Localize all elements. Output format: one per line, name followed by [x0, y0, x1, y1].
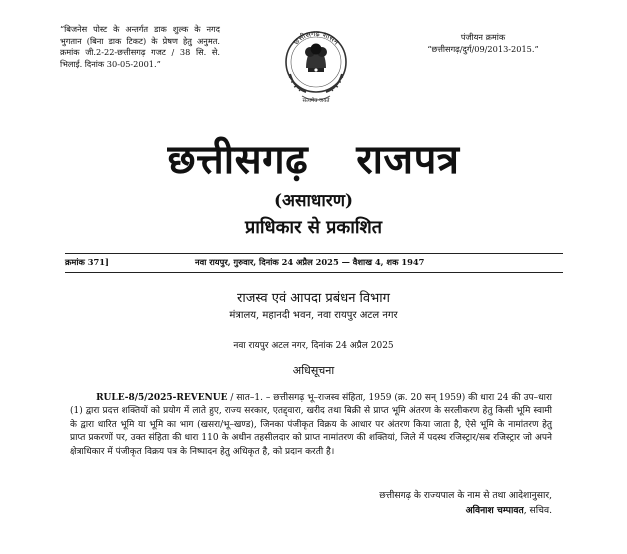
notification-body [70, 392, 552, 459]
gazette-edition: (असाधारण) [273, 191, 354, 211]
issue-number: क्रमांक 371] [65, 257, 109, 267]
gazette-title-state: छत्तीसगढ़ [167, 136, 309, 183]
signatory-line [280, 504, 552, 517]
postal-permit-note: “बिजनेस पोस्ट के अन्तर्गत डाक शुल्क के नगद भुगतान (बिना डाक टिकट) के प्रेषण हेतु अनुमत. क्रमांक जी.2-22-छत्तीसगढ़ गजट / 38 सि. से. भिलाई. दिनांक 30-05-2001.” [60, 24, 220, 69]
registration-note [408, 31, 558, 55]
signatory-name: अविनाश चम्पावत [465, 505, 524, 516]
issue-rule-bottom [65, 272, 563, 273]
registration-number: “छत्तीसगढ़/दुर्ग/09/2013-2015.” [427, 44, 539, 54]
notification-heading: अधिसूचना [292, 364, 335, 377]
notification-text: / सात–1. – छत्तीसगढ़ भू–राजस्व संहिता, 1959 (क्र. 20 सन् 1959) की धारा 24 की उप–धारा (1) द्वारा प्रदत्त शक्तियों को प्रयोग में लाते हुए, राज्य सरकार, एतद्द्वारा, खरीद तथा बिक्री से प्राप्त भूमि अंतरण के सरलीकरण हेतु किसी भूमि स्वामी के द्वारा धारित भूमि या भूमि का भाग (खसरा/भू–खण्ड), जिनका पंजीकृत विक्रय के आधार पर अंतरण किया जाता है, ऐसे भूमि के नामांतरण हेतु प्राप्त प्रकरणों पर, उक्त संहिता की धारा 110 के अधीन तहसीलदार को प्राप्त नामांतरण की शक्तियां, जिले में पदस्थ रजिस्ट्रार/सब रजिस्ट्रार जो अपने क्षेत्राधिकार में पंजीकृत विक्रय पत्र के निष्पादन हेतु अधिकृत है, को प्रदान करती है। [70, 393, 552, 457]
registration-label: पंजीयन क्रमांक [460, 32, 506, 42]
issue-date: नवा रायपुर, गुरुवार, दिनांक 24 अप्रैल 2025 — वैशाख 4, शक 1947 [195, 257, 425, 267]
notification-date: नवा रायपुर अटल नगर, दिनांक 24 अप्रैल 2025 [233, 341, 394, 351]
emblem-top-text: छत्तीसगढ़ शासन [291, 28, 341, 47]
state-emblem-icon [280, 12, 352, 116]
gazette-authority: प्राधिकार से प्रकाशित [244, 217, 383, 238]
department-address: मंत्रालय, महानदी भवन, नवा रायपुर अटल नगर [229, 310, 398, 321]
gazette-title [0, 136, 627, 184]
issue-rule-top [65, 253, 563, 254]
emblem-motto: सत्यमेव जयते [302, 98, 330, 104]
gazette-title-word: राजपत्र [356, 136, 460, 183]
signoff-line: छत्तीसगढ़ के राज्यपाल के नाम से तथा आदेशानुसार, [379, 490, 552, 501]
department-name: राजस्व एवं आपदा प्रबंधन विभाग [237, 291, 390, 306]
rule-reference: RULE-8/5/2025-REVENUE [96, 393, 228, 403]
signatory-designation: , सचिव. [523, 505, 552, 516]
